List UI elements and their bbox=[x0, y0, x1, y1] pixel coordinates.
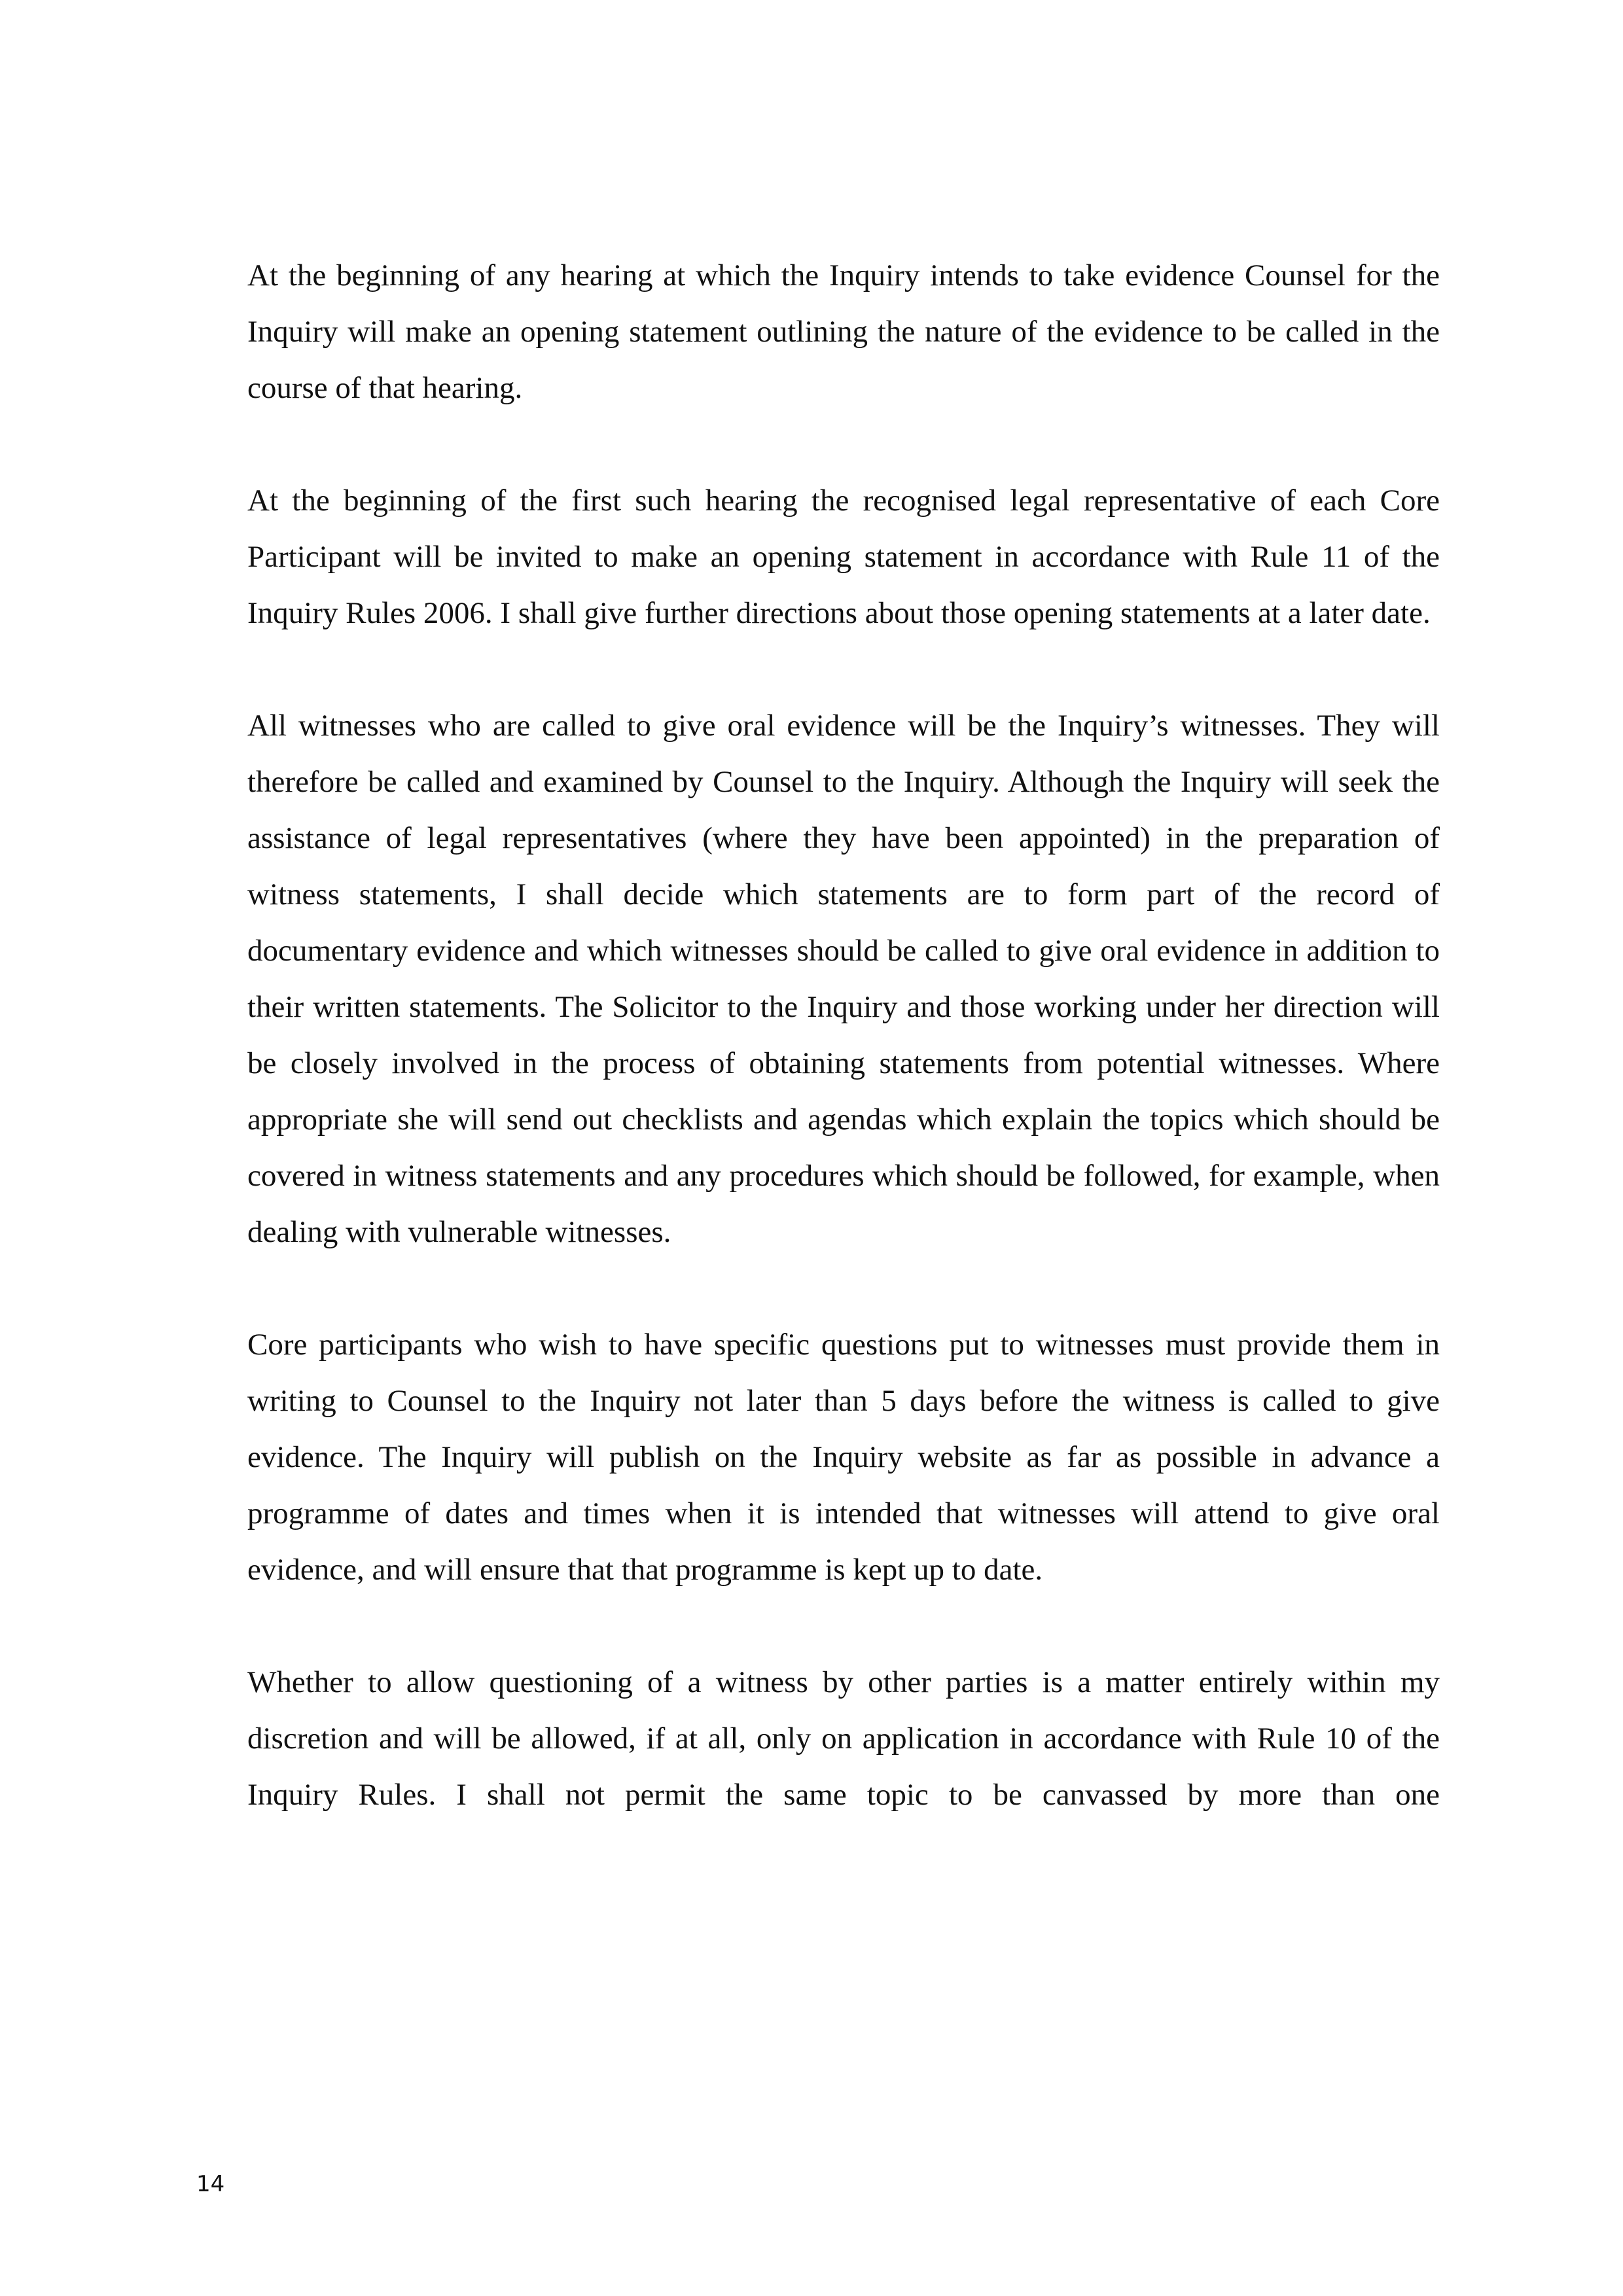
paragraph-specific-questions: Core participants who wish to have specific questions put to witnesses must provide them in writing to Counsel to the Inquiry not later than 5 days before the witness is called to give evidence. The Inquiry will publish on the Inquiry website as far as possible in advance a programme of dates and times when it is intended that witnesses will attend to give oral evidence, and will ensure that that programme is kept up to date. bbox=[247, 1328, 1440, 1587]
paragraph-questioning-discretion: Whether to allow questioning of a witness by other parties is a matter entirely within my discretion and will be allowed, if at all, only on application in accordance with Rule 10 of the Inquiry Rules. I shall not permit the same topic to be canvassed by more than one bbox=[247, 1665, 1440, 1812]
paragraph-opening-statement-core-participants: At the beginning of the first such hearing the recognised legal representative of each Core Participant will be invited to make an opening statement in accordance with Rule 11 of the Inquiry Rules 2006. I shall give further directions about those opening statements at a later date. bbox=[247, 484, 1440, 630]
page-number: 14 bbox=[196, 2171, 225, 2197]
document-body bbox=[247, 247, 1440, 1879]
paragraph-witnesses: All witnesses who are called to give oral evidence will be the Inquiry’s witnesses. They will therefore be called and examined by Counsel to the Inquiry. Although the Inquiry will seek the assistance of legal representatives (where they have been appointed) in the preparation of witness statements, I shall decide which statements are to form part of the record of documentary evidence and which witnesses should be called to give oral evidence in addition to their written statements. The Solicitor to the Inquiry and those working under her direction will be closely involved in the process of obtaining statements from potential witnesses. Where appropriate she will send out checklists and agendas which explain the topics which should be covered in witness statements and any procedures which should be followed, for example, when dealing with vulnerable witnesses. bbox=[247, 709, 1440, 1249]
paragraph-opening-statement-counsel: At the beginning of any hearing at which the Inquiry intends to take evidence Counsel for the Inquiry will make an opening statement outlining the nature of the evidence to be called in the course of that hearing. bbox=[247, 258, 1440, 405]
